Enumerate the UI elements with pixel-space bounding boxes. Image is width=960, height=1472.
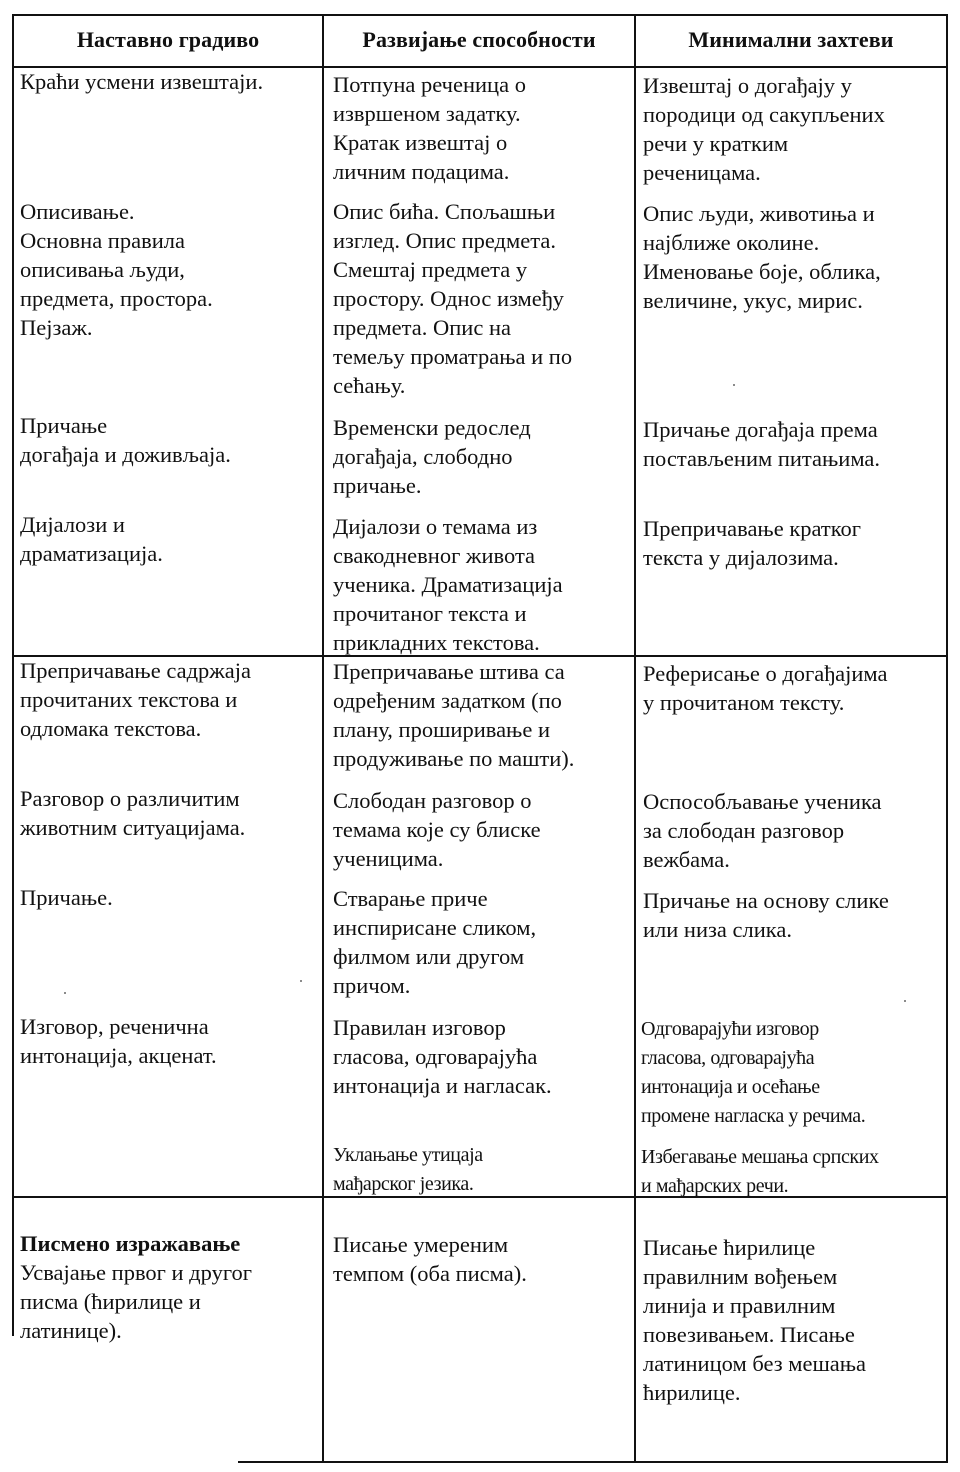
row-retelling-content: Препричавање садржаја прочитаних текстова и одломака текстова.	[20, 658, 252, 741]
scan-speck	[904, 1000, 906, 1002]
column-divider-1	[322, 14, 324, 1463]
row-written-expression-abilities: Писање умереним темпом (оба писма).	[333, 1232, 527, 1286]
row-narration-minimum: Причање на основу слике или низа слика.	[643, 888, 889, 942]
row-hungarian-influence-minimum: Избегавање мешања српских и мађарских речи.	[641, 1146, 879, 1197]
row-written-expression-content	[20, 1200, 252, 1345]
table-right-border	[946, 14, 948, 1463]
row-storytelling-abilities: Временски редослед догађаја, слободно причање.	[333, 415, 531, 498]
scan-speck	[300, 980, 302, 982]
row-conversation-minimum: Оспособљавање ученика за слободан разговор вежбама.	[643, 789, 882, 872]
row-short-reports-content: Краћи усмени извештаји.	[20, 69, 264, 94]
written-expression-text: Усвајање првог и другог писма (ћирилице и латинице).	[20, 1260, 252, 1343]
row-dialogues-content: Дијалози и драматизација.	[20, 512, 163, 566]
table-bottom-border	[238, 1461, 948, 1463]
written-expression-heading: Писмено изражавање	[20, 1231, 241, 1256]
row-retelling-minimum: Реферисање о догађајима у прочитаном тексту.	[643, 661, 888, 715]
row-retelling-abilities: Препричавање штива са одређеним задатком (по плану, проширивање и продуживање по машти).	[333, 659, 575, 771]
row-dialogues-abilities: Дијалози о темама из свакодневног живота ученика. Драматизација прочитаног текста и прикладних текстова.	[333, 514, 563, 655]
scan-speck	[733, 384, 735, 386]
row-description-content: Описивање. Основна правила описивања људи, предмета, простора. Пејзаж.	[20, 199, 213, 340]
row-pronunciation-content: Изговор, реченична интонација, акценат.	[20, 1014, 217, 1068]
row-conversation-content: Разговор о различитим животним ситуацијама.	[20, 786, 246, 840]
row-description-abilities: Опис бића. Спољашњи изглед. Опис предмета. Смештај предмета у простору. Однос између предмета. Опис на темељу проматрања и по сећању.	[333, 199, 573, 398]
row-pronunciation-minimum: Одговарајући изговор гласова, одговарајућа интонација и осећање промене нагласка у речима.	[641, 1018, 866, 1127]
row-pronunciation-abilities: Правилан изговор гласова, одговарајућа интонација и нагласак.	[333, 1015, 552, 1098]
row-dialogues-minimum: Препричавање кратког текста у дијалозима.	[643, 516, 862, 570]
row-conversation-abilities: Слободан разговор о темама које су блиске ученицима.	[333, 788, 541, 871]
row-description-minimum: Опис људи, животиња и најближе околине. Именовање боје, облика, величине, укус, мирис.	[643, 201, 881, 313]
row-written-expression-minimum: Писање ћирилице правилним вођењем линија и правилним повезивањем. Писање латиницом без мешања ћирилице.	[643, 1235, 867, 1405]
header-minimum-requirements: Минимални захтеви	[688, 27, 894, 52]
header-ability-development: Развијање способности	[362, 27, 596, 52]
column-divider-2	[634, 14, 636, 1463]
table-left-border	[12, 14, 14, 1336]
row-short-reports-abilities: Потпуна реченица о извршеном задатку. Кратак извештај о личним подацима.	[333, 72, 526, 184]
scan-speck	[64, 992, 66, 994]
row-storytelling-minimum: Причање догађаја према постављеним питањима.	[643, 417, 881, 471]
row-storytelling-content: Причање догађаја и доживљаја.	[20, 413, 231, 467]
row-hungarian-influence-abilities: Уклањање утицаја мађарског језика.	[333, 1144, 483, 1195]
row-narration-content: Причање.	[20, 885, 113, 910]
header-teaching-content: Наставно градиво	[76, 27, 260, 52]
row-narration-abilities: Стварање приче инспирисане сликом, филмом или другом причом.	[333, 886, 537, 998]
row-short-reports-minimum: Извештај о догађају у породици од сакупљених речи у кратким реченицама.	[643, 73, 885, 185]
